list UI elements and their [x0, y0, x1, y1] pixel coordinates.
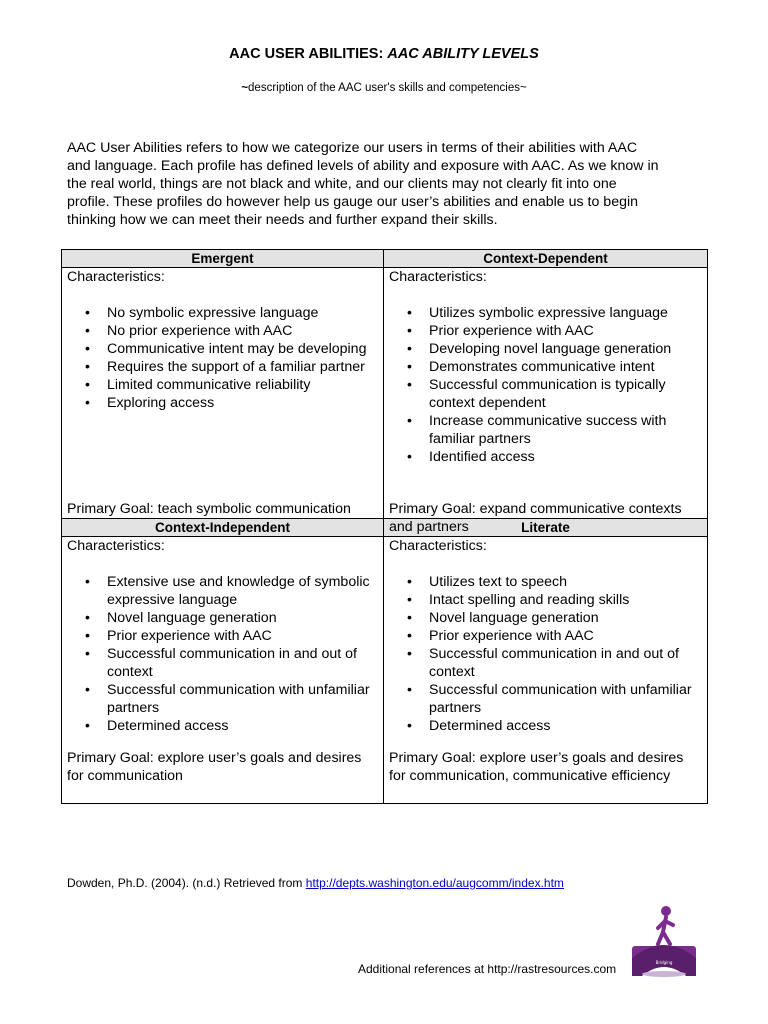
citation: [67, 876, 564, 890]
column-header-literate: Literate: [384, 519, 708, 537]
title-italic: AAC ABILITY LEVELS: [387, 46, 539, 62]
characteristics-label: Characteristics:: [67, 269, 165, 285]
context-dependent-list: [389, 304, 702, 466]
subtitle-text: description of the AAC user's skills and competencies~: [248, 82, 527, 94]
list-item: • Extensive use and knowledge of symbolic expressive language: [107, 573, 378, 609]
list-item: • Successful communication is typically context dependent: [429, 376, 702, 412]
subtitle-tilde: ~: [241, 82, 249, 94]
citation-text: Dowden, Ph.D. (2004). (n.d.) Retrieved from: [67, 876, 306, 890]
logo-text: Bridging: [655, 960, 673, 965]
list-item: • Prior experience with AAC: [429, 322, 702, 340]
list-item: • Demonstrates communicative intent: [429, 358, 702, 376]
intro-line: the real world, things are not black and white, and our clients may not clearly fit into one: [67, 176, 617, 192]
column-header-emergent: Emergent: [62, 250, 384, 268]
list-item: • Requires the support of a familiar partner: [107, 358, 378, 376]
list-item: • Communicative intent may be developing: [107, 340, 378, 358]
primary-goal: Primary Goal: explore user’s goals and desires for communication: [67, 750, 362, 784]
subtitle: [0, 82, 768, 94]
intro-paragraph: [67, 139, 717, 229]
list-item: • Determined access: [429, 717, 702, 735]
primary-goal: Primary Goal: expand communicative contexts and partners: [389, 501, 682, 535]
emergent-list: [67, 304, 378, 412]
ability-levels-table: [61, 249, 708, 804]
intro-line: thinking how we can meet their needs and further expand their skills.: [67, 212, 498, 228]
characteristics-label: Characteristics:: [389, 538, 487, 554]
list-item: • Utilizes symbolic expressive language: [429, 304, 702, 322]
list-item: • Intact spelling and reading skills: [429, 591, 702, 609]
list-item: • Identified access: [429, 448, 702, 466]
list-item: • No symbolic expressive language: [107, 304, 378, 322]
list-item: • Novel language generation: [107, 609, 378, 627]
column-header-context-independent: Context-Independent: [62, 519, 384, 537]
intro-line: profile. These profiles do however help us gauge our user’s abilities and enable us to begin: [67, 194, 639, 210]
bridging-logo-icon: [628, 902, 700, 982]
table-header-row: [62, 250, 708, 268]
primary-goal: Primary Goal: explore user’s goals and desires for communication, communicative efficiency: [389, 750, 684, 784]
intro-line: AAC User Abilities refers to how we categorize our users in terms of their abilities with AAC: [67, 140, 638, 156]
context-independent-cell: [62, 537, 384, 804]
list-item: • No prior experience with AAC: [107, 322, 378, 340]
list-item: • Successful communication with unfamiliar partners: [107, 681, 378, 717]
citation-link[interactable]: http://depts.washington.edu/augcomm/index.htm: [305, 876, 564, 890]
literate-list: [389, 573, 702, 735]
intro-line: and language. Each profile has defined levels of ability and exposure with AAC. As we know in: [67, 158, 659, 174]
primary-goal: Primary Goal: teach symbolic communication: [67, 501, 351, 517]
literate-cell: [384, 537, 708, 804]
additional-references: Additional references at http://rastresources.com: [358, 962, 617, 976]
list-item: • Developing novel language generation: [429, 340, 702, 358]
list-item: • Successful communication with unfamiliar partners: [429, 681, 702, 717]
list-item: • Determined access: [107, 717, 378, 735]
list-item: • Increase communicative success with familiar partners: [429, 412, 702, 448]
characteristics-label: Characteristics:: [67, 538, 165, 554]
list-item: • Successful communication in and out of context: [429, 645, 702, 681]
column-header-context-dependent: Context-Dependent: [384, 250, 708, 268]
page-title: [0, 46, 768, 62]
context-independent-list: [67, 573, 378, 735]
characteristics-label: Characteristics:: [389, 269, 487, 285]
title-plain: AAC USER ABILITIES:: [229, 46, 384, 62]
list-item: • Limited communicative reliability: [107, 376, 378, 394]
table-row: [62, 537, 708, 804]
emergent-cell: [62, 268, 384, 519]
list-item: • Exploring access: [107, 394, 378, 412]
list-item: • Novel language generation: [429, 609, 702, 627]
list-item: • Prior experience with AAC: [107, 627, 378, 645]
list-item: • Successful communication in and out of context: [107, 645, 378, 681]
list-item: • Prior experience with AAC: [429, 627, 702, 645]
list-item: • Utilizes text to speech: [429, 573, 702, 591]
table-row: [62, 268, 708, 519]
